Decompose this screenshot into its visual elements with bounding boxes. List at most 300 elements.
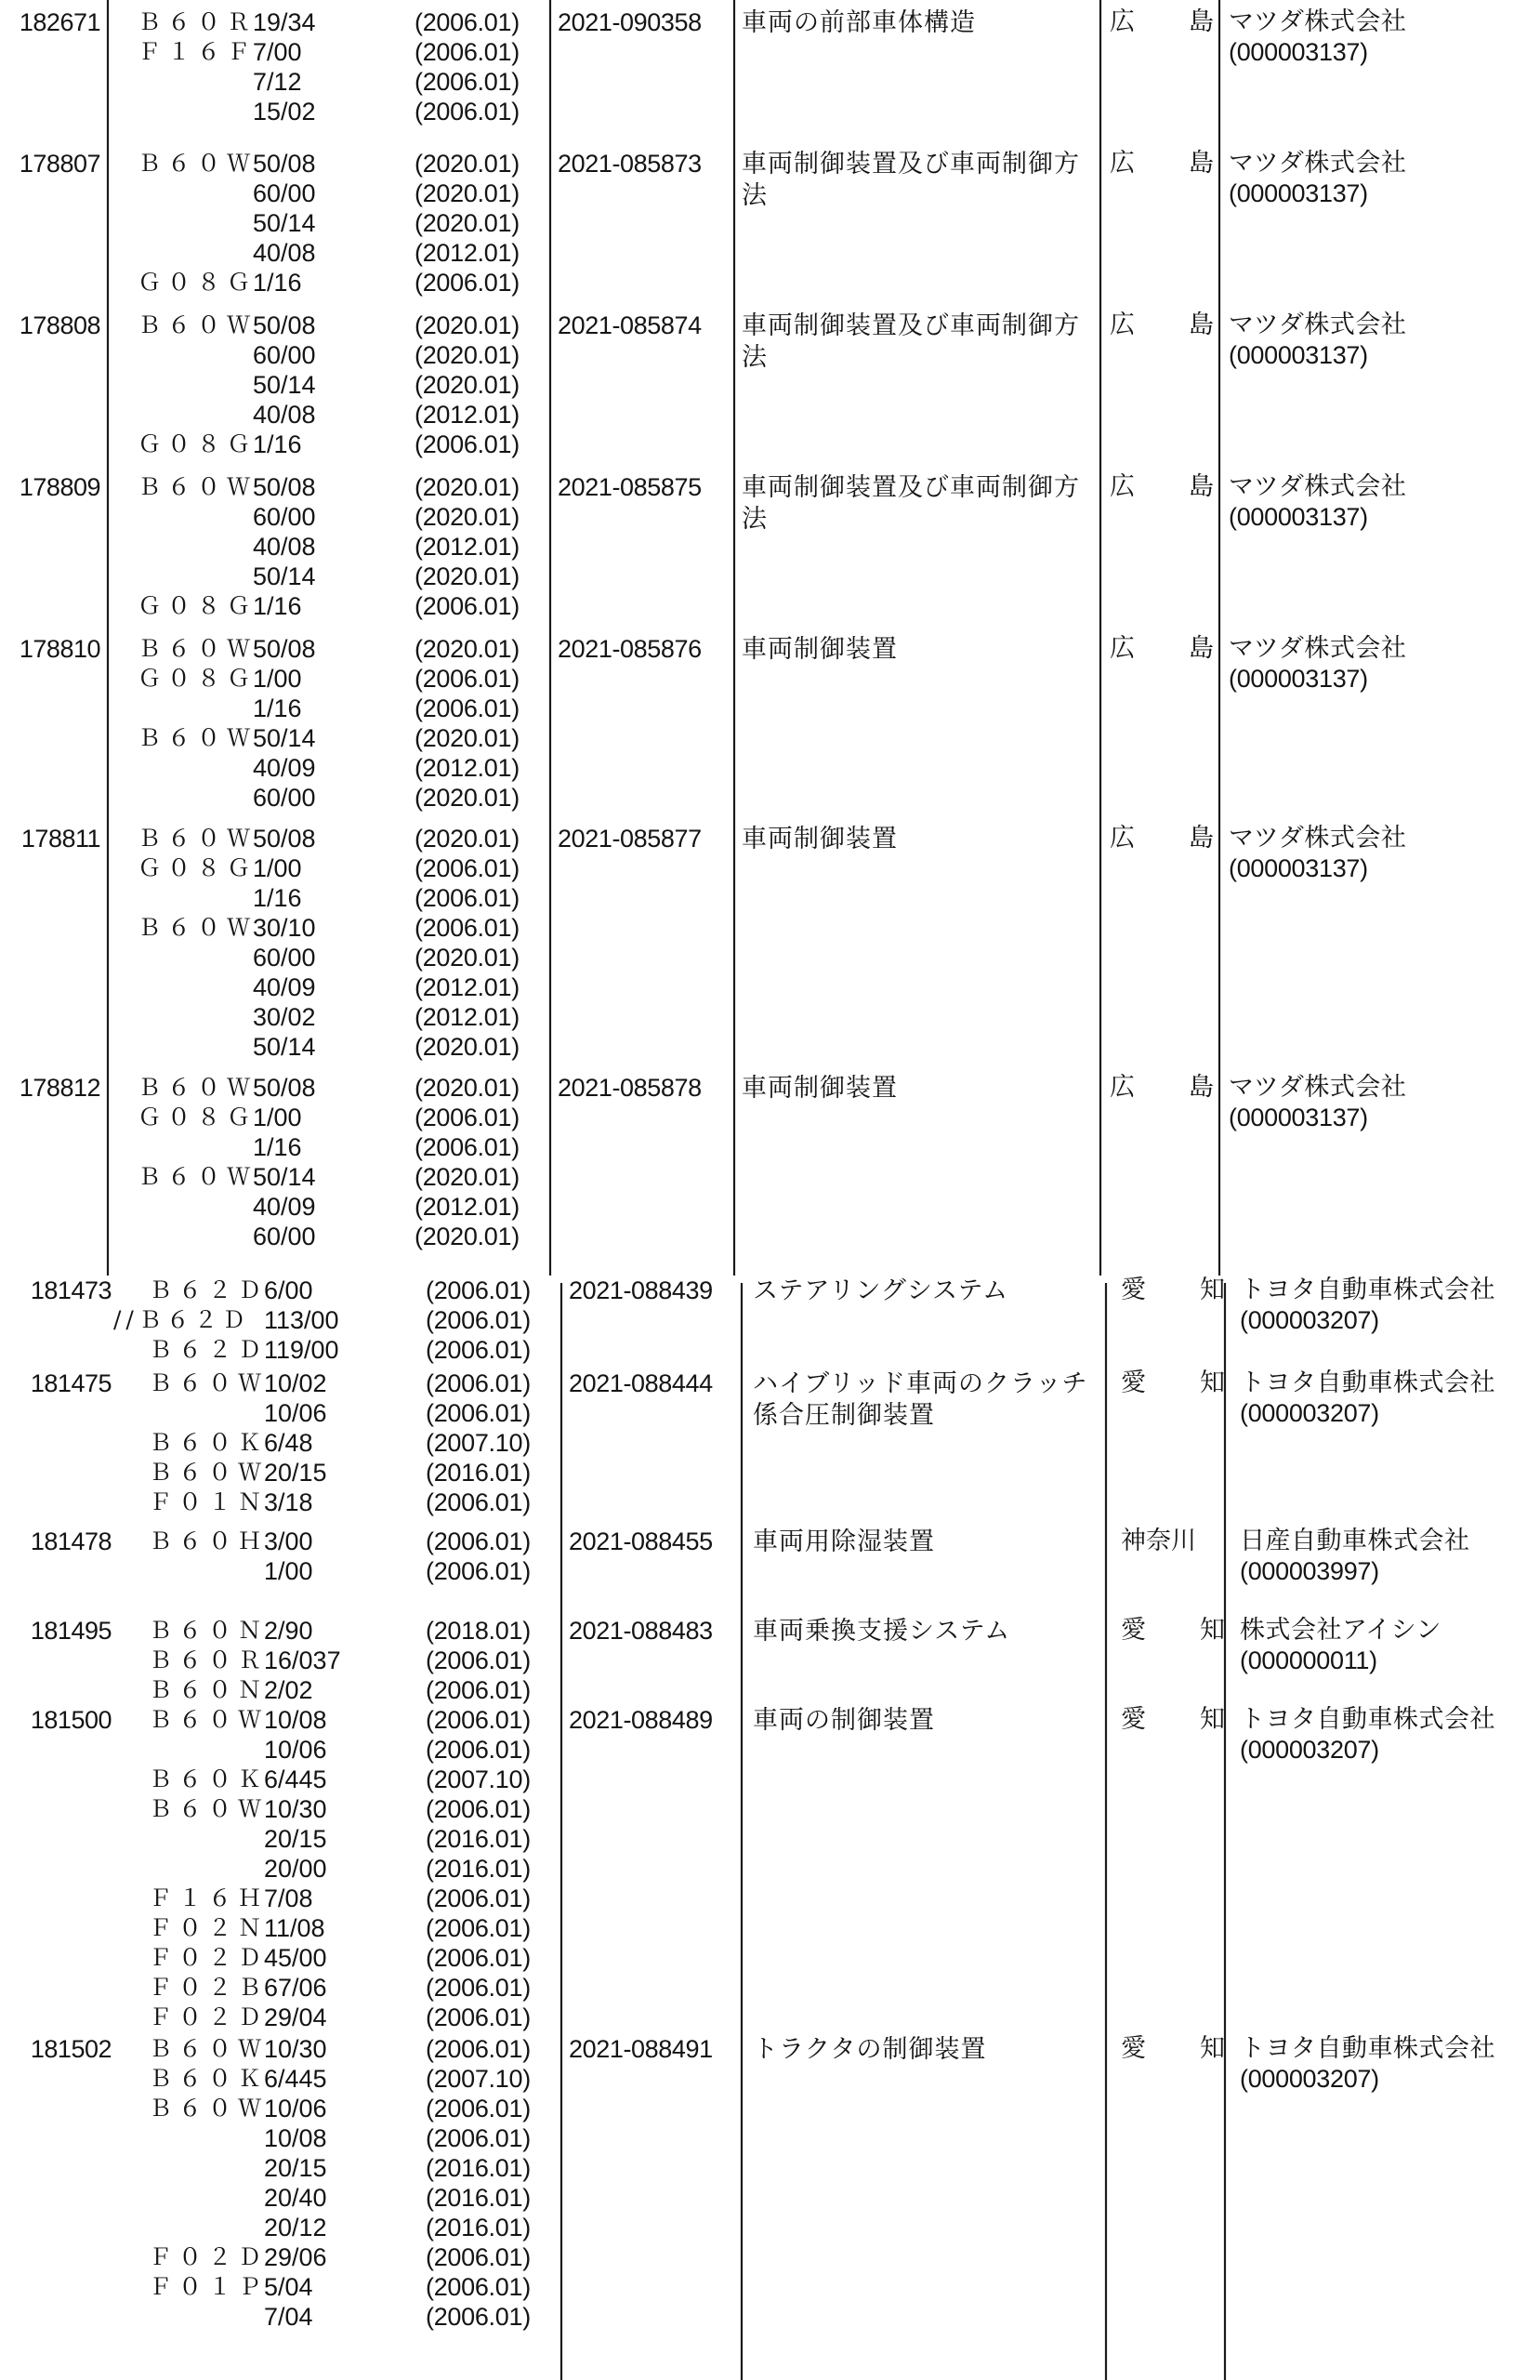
classification-row — [119, 1276, 565, 1305]
entry-number: 178809 — [19, 473, 100, 501]
classification-row — [108, 400, 554, 430]
ipc-subclass: Ｂ６０Ｗ — [138, 311, 257, 338]
publication-number: 2021-088444 — [569, 1369, 713, 1397]
publication-number: 2021-085877 — [558, 825, 702, 853]
ipc-version: (2020.01) — [415, 1074, 520, 1102]
applicant — [1229, 824, 1540, 883]
classification-row — [108, 370, 554, 400]
applicant — [1240, 1368, 1540, 1428]
ipc-version: (2006.01) — [415, 68, 520, 96]
ipc-version: (2012.01) — [415, 973, 520, 1001]
applicant — [1229, 311, 1540, 370]
classification-row — [119, 1735, 565, 1765]
ipc-subclass: Ｆ１６Ｈ — [149, 1884, 269, 1911]
ipc-group: 1/16 — [253, 1133, 302, 1161]
classification-codes — [108, 7, 554, 126]
publication-number: 2021-085876 — [558, 635, 702, 663]
ipc-group: 19/34 — [253, 8, 316, 36]
ipc-version: (2020.01) — [415, 179, 520, 207]
ipc-subclass: Ｂ６０Ｒ — [149, 1646, 269, 1673]
ipc-group: 10/30 — [264, 1795, 327, 1823]
ipc-group: 30/10 — [253, 914, 316, 942]
ipc-group: 6/00 — [264, 1276, 313, 1304]
classification-row — [108, 311, 554, 340]
ipc-subclass: Ｂ６０Ｗ — [138, 825, 257, 852]
ipc-subclass: Ｂ６０Ｈ — [149, 1527, 269, 1554]
classification-row — [119, 2003, 565, 2032]
ipc-group: 50/14 — [253, 209, 316, 237]
ipc-group: 16/037 — [264, 1646, 341, 1674]
invention-title: 車両制御装置及び車両制御方法 — [742, 311, 1080, 372]
applicant-code: (000003137) — [1229, 341, 1368, 369]
ipc-group: 60/00 — [253, 784, 316, 812]
ipc-version: (2006.01) — [426, 1306, 531, 1334]
ipc-version: (2016.01) — [426, 2154, 531, 2182]
ipc-subclass: Ｂ６０Ｗ — [138, 635, 257, 662]
entry-number: 181500 — [30, 1706, 112, 1734]
ipc-group: 50/08 — [253, 473, 316, 501]
classification-row — [119, 1428, 565, 1458]
applicant-name: マツダ株式会社 — [1229, 472, 1407, 501]
ipc-subclass: Ｂ６０Ｗ — [138, 473, 257, 500]
classification-row — [108, 1222, 554, 1251]
prefecture: 広島 — [1110, 824, 1214, 853]
ipc-subclass: Ｂ６２Ｄ — [149, 1336, 269, 1363]
ipc-subclass: Ｇ０８Ｇ — [138, 592, 257, 619]
ipc-group: 1/00 — [253, 1104, 302, 1131]
ipc-version: (2006.01) — [426, 1676, 531, 1704]
ipc-group: 40/09 — [253, 973, 316, 1001]
ipc-group: 6/445 — [264, 2065, 327, 2093]
ipc-version: (2006.01) — [415, 694, 520, 722]
classification-row — [108, 783, 554, 813]
ipc-version: (2006.01) — [426, 1369, 531, 1397]
applicant-code: (000003137) — [1229, 503, 1368, 531]
classification-row — [119, 1616, 565, 1646]
classification-row — [108, 591, 554, 621]
classification-row — [119, 1765, 565, 1794]
ipc-version: (2006.01) — [426, 2035, 531, 2063]
ipc-version: (2020.01) — [415, 311, 520, 339]
applicant-code: (000003207) — [1240, 1306, 1379, 1334]
ipc-subclass: Ｂ６０Ｎ — [149, 1617, 269, 1644]
invention-title: 車両制御装置 — [742, 635, 898, 664]
applicant-name: トヨタ自動車株式会社 — [1240, 1705, 1495, 1734]
ipc-version: (2020.01) — [415, 1033, 520, 1061]
ipc-group: 20/15 — [264, 1825, 327, 1853]
ipc-group: 15/02 — [253, 98, 316, 126]
ipc-group: 1/16 — [253, 694, 302, 722]
ipc-subclass: Ｂ６０Ｗ — [138, 914, 257, 941]
classification-row — [108, 913, 554, 943]
publication-number: 2021-085878 — [558, 1074, 702, 1102]
ipc-group: 119/00 — [264, 1336, 339, 1364]
classification-codes — [119, 1705, 565, 2032]
ipc-version: (2020.01) — [415, 209, 520, 237]
entry-number: 178807 — [19, 150, 100, 178]
ipc-version: (2006.01) — [426, 1914, 531, 1942]
classification-codes — [119, 1616, 565, 1705]
classification-codes — [108, 149, 554, 298]
ipc-subclass: Ｆ０１Ｎ — [149, 1488, 269, 1515]
classification-row — [108, 1162, 554, 1192]
invention-title: 車両制御装置 — [742, 1074, 898, 1103]
applicant — [1240, 1616, 1540, 1675]
ipc-group: 40/08 — [253, 401, 316, 429]
ipc-group: 10/06 — [264, 1736, 327, 1764]
ipc-subclass: Ｂ６２Ｄ — [149, 1276, 269, 1303]
ipc-group: 1/00 — [253, 665, 302, 693]
ipc-subclass: Ｆ０２Ｂ — [149, 1974, 269, 2001]
ipc-group: 50/08 — [253, 825, 316, 853]
classification-codes — [108, 311, 554, 459]
ipc-version: (2006.01) — [426, 2003, 531, 2031]
classification-row — [119, 2213, 565, 2242]
classification-row — [119, 1335, 565, 1365]
ipc-group: 60/00 — [253, 503, 316, 531]
ipc-group: 50/08 — [253, 150, 316, 178]
classification-row — [119, 1556, 565, 1586]
ipc-version: (2007.10) — [426, 1429, 531, 1457]
classification-row — [108, 753, 554, 783]
ipc-group: 1/16 — [253, 884, 302, 912]
classification-row — [108, 268, 554, 298]
applicant-name: トヨタ自動車株式会社 — [1240, 1368, 1495, 1397]
applicant-code: (000003137) — [1229, 1104, 1368, 1131]
classification-row — [119, 1368, 565, 1398]
ipc-group: 20/00 — [264, 1855, 327, 1883]
ipc-group: 7/12 — [253, 68, 302, 96]
classification-row — [119, 2183, 565, 2213]
ipc-group: 60/00 — [253, 1223, 316, 1250]
applicant — [1229, 472, 1540, 532]
applicant-name: マツダ株式会社 — [1229, 824, 1407, 853]
classification-row — [119, 1913, 565, 1943]
ipc-group: 10/08 — [264, 1706, 327, 1734]
ipc-version: (2006.01) — [426, 1336, 531, 1364]
publication-number: 2021-088483 — [569, 1617, 713, 1645]
applicant — [1229, 634, 1540, 694]
ipc-group: 20/15 — [264, 1459, 327, 1487]
ipc-version: (2006.01) — [426, 2243, 531, 2271]
entry-number: 181475 — [30, 1369, 112, 1397]
applicant-code: (000003137) — [1229, 854, 1368, 882]
ipc-version: (2020.01) — [415, 150, 520, 178]
ipc-group: 1/00 — [253, 854, 302, 882]
ipc-version: (2006.01) — [415, 884, 520, 912]
classification-row — [108, 824, 554, 853]
ipc-group: 10/30 — [264, 2035, 327, 2063]
ipc-version: (2006.01) — [415, 914, 520, 942]
classification-row — [119, 1794, 565, 1824]
ipc-version: (2020.01) — [415, 473, 520, 501]
ipc-version: (2020.01) — [415, 1223, 520, 1250]
ipc-version: (2006.01) — [426, 1944, 531, 1972]
ipc-subclass: Ｆ０２Ｄ — [149, 2003, 269, 2030]
classification-row — [108, 723, 554, 753]
ipc-group: 40/08 — [253, 533, 316, 561]
ipc-group: 5/04 — [264, 2273, 313, 2301]
ipc-version: (2006.01) — [426, 1399, 531, 1427]
classification-row — [108, 1132, 554, 1162]
ipc-version: (2006.01) — [426, 2095, 531, 2122]
classification-row — [108, 883, 554, 913]
prefecture: 愛知 — [1121, 1368, 1225, 1397]
classification-row — [108, 472, 554, 502]
ipc-version: (2006.01) — [415, 854, 520, 882]
ipc-group: 20/40 — [264, 2184, 327, 2212]
ipc-version: (2006.01) — [426, 1736, 531, 1764]
entry-number: 181478 — [30, 1527, 112, 1555]
ipc-subclass: Ｂ６０Ｗ — [149, 2035, 269, 2062]
entry-number: 178812 — [19, 1074, 100, 1102]
entry-number: 178811 — [20, 825, 100, 853]
ipc-group: 1/16 — [253, 592, 302, 620]
ipc-version: (2006.01) — [426, 1884, 531, 1912]
classification-codes — [108, 634, 554, 813]
publication-number: 2021-085875 — [558, 473, 702, 501]
ipc-subclass: Ｆ０２Ｎ — [149, 1914, 269, 1941]
prefecture: 広島 — [1110, 7, 1214, 36]
ipc-group: 20/12 — [264, 2214, 327, 2241]
applicant — [1229, 1073, 1540, 1132]
ipc-version: (2020.01) — [415, 562, 520, 590]
ipc-subclass: Ｇ０８Ｇ — [138, 430, 257, 457]
applicant — [1240, 1527, 1540, 1586]
classification-row — [108, 853, 554, 883]
invention-title: 車両の制御装置 — [753, 1706, 935, 1735]
classification-row — [119, 1488, 565, 1517]
applicant-code: (000003137) — [1229, 179, 1368, 207]
ipc-group: 29/06 — [264, 2243, 327, 2271]
classification-row — [108, 97, 554, 126]
classification-row — [108, 178, 554, 208]
ipc-version: (2006.01) — [426, 1795, 531, 1823]
prefecture: 広島 — [1110, 149, 1214, 178]
classification-codes — [108, 472, 554, 621]
ipc-group: 40/09 — [253, 1193, 316, 1221]
classification-row — [108, 238, 554, 268]
classification-row — [119, 2302, 565, 2332]
prefecture: 広島 — [1110, 472, 1214, 501]
ipc-group: 2/90 — [264, 1617, 313, 1645]
ipc-subclass: Ｂ６０Ｒ — [138, 8, 257, 35]
applicant-name: トヨタ自動車株式会社 — [1240, 1276, 1495, 1304]
ipc-subclass: Ｆ０２Ｄ — [149, 2243, 269, 2270]
ipc-group: 2/02 — [264, 1676, 313, 1704]
ipc-version: (2020.01) — [415, 503, 520, 531]
ipc-group: 7/08 — [264, 1884, 313, 1912]
classification-row — [119, 2123, 565, 2153]
ipc-group: 45/00 — [264, 1944, 327, 1972]
applicant-code: (000003207) — [1240, 2065, 1379, 2093]
classification-row — [119, 1527, 565, 1556]
invention-title: ステアリングシステム — [753, 1276, 1009, 1305]
prefecture: 神奈川 — [1121, 1527, 1196, 1555]
applicant-name: 株式会社アイシン — [1240, 1616, 1441, 1645]
ipc-subclass: //Ｂ６２Ｄ — [113, 1306, 250, 1333]
entry-number: 181495 — [30, 1617, 112, 1645]
ipc-version: (2006.01) — [426, 1706, 531, 1734]
ipc-version: (2020.01) — [415, 341, 520, 369]
ipc-subclass: Ｂ６０Ｋ — [149, 2065, 269, 2092]
ipc-group: 1/16 — [253, 269, 302, 297]
classification-row — [119, 1705, 565, 1735]
ipc-version: (2020.01) — [415, 944, 520, 972]
ipc-version: (2012.01) — [415, 401, 520, 429]
ipc-version: (2006.01) — [426, 1527, 531, 1555]
ipc-version: (2020.01) — [415, 1163, 520, 1191]
ipc-subclass: Ｂ６０Ｗ — [138, 724, 257, 751]
classification-codes — [119, 1368, 565, 1517]
ipc-subclass: Ｇ０８Ｇ — [138, 665, 257, 692]
classification-row — [119, 1943, 565, 1973]
classification-row — [119, 2153, 565, 2183]
ipc-subclass: Ｂ６０Ｎ — [149, 1676, 269, 1703]
classification-row — [108, 340, 554, 370]
ipc-group: 10/06 — [264, 1399, 327, 1427]
ipc-group: 1/16 — [253, 430, 302, 458]
ipc-group: 50/08 — [253, 1074, 316, 1102]
applicant — [1240, 2034, 1540, 2094]
applicant-name: マツダ株式会社 — [1229, 7, 1407, 36]
applicant — [1240, 1705, 1540, 1765]
applicant-name: トヨタ自動車株式会社 — [1240, 2034, 1495, 2063]
classification-row — [108, 972, 554, 1002]
ipc-group: 50/14 — [253, 724, 316, 752]
classification-row — [119, 2034, 565, 2064]
ipc-version: (2006.01) — [426, 1557, 531, 1585]
applicant-name: マツダ株式会社 — [1229, 311, 1407, 339]
ipc-version: (2020.01) — [415, 724, 520, 752]
ipc-subclass: Ｇ０８Ｇ — [138, 854, 257, 881]
classification-row — [108, 208, 554, 238]
applicant-code: (000003137) — [1229, 38, 1368, 66]
ipc-group: 50/14 — [253, 562, 316, 590]
ipc-version: (2016.01) — [426, 2214, 531, 2241]
ipc-group: 6/48 — [264, 1429, 313, 1457]
invention-title: 車両制御装置 — [742, 825, 898, 853]
classification-codes — [108, 824, 554, 1062]
classification-row — [119, 2242, 565, 2272]
publication-number: 2021-088491 — [569, 2035, 713, 2063]
classification-row — [108, 694, 554, 723]
ipc-group: 60/00 — [253, 944, 316, 972]
ipc-group: 60/00 — [253, 341, 316, 369]
classification-codes — [119, 1527, 565, 1586]
applicant-code: (000000011) — [1240, 1646, 1377, 1674]
classification-row — [119, 2064, 565, 2094]
ipc-group: 29/04 — [264, 2003, 327, 2031]
publication-number: 2021-085873 — [558, 150, 702, 178]
ipc-subclass: Ｂ６０Ｋ — [149, 1765, 269, 1792]
entry-number: 182671 — [19, 8, 100, 36]
applicant-code: (000003207) — [1240, 1399, 1379, 1427]
classification-codes — [119, 2034, 565, 2332]
ipc-subclass: Ｇ０８Ｇ — [138, 1104, 257, 1130]
invention-title: 車両の前部車体構造 — [742, 8, 976, 37]
invention-title: ハイブリッド車両のクラッチ係合圧制御装置 — [753, 1369, 1088, 1430]
ipc-group: 50/14 — [253, 371, 316, 399]
classification-row — [108, 149, 554, 178]
ipc-version: (2006.01) — [415, 1133, 520, 1161]
ipc-group: 60/00 — [253, 179, 316, 207]
ipc-group: 50/08 — [253, 311, 316, 339]
ipc-subclass: Ｆ１６Ｆ — [138, 38, 257, 65]
classification-row — [108, 1032, 554, 1062]
ipc-version: (2020.01) — [415, 784, 520, 812]
ipc-group: 10/08 — [264, 2124, 327, 2152]
classification-row — [108, 37, 554, 67]
ipc-group: 50/08 — [253, 635, 316, 663]
ipc-subclass: Ｆ０１Ｐ — [149, 2273, 269, 2300]
ipc-subclass: Ｂ６０Ｗ — [149, 1706, 269, 1733]
ipc-version: (2006.01) — [426, 2303, 531, 2331]
ipc-group: 113/00 — [264, 1306, 339, 1334]
classification-row — [119, 1398, 565, 1428]
invention-title: 車両乗換支援システム — [753, 1617, 1011, 1646]
invention-title: 車両制御装置及び車両制御方法 — [742, 150, 1080, 210]
prefecture: 広島 — [1110, 1073, 1214, 1102]
ipc-version: (2006.01) — [415, 665, 520, 693]
ipc-group: 7/00 — [253, 38, 302, 66]
entry-number: 181473 — [30, 1276, 112, 1304]
ipc-version: (2006.01) — [426, 1974, 531, 2002]
classification-row — [108, 1073, 554, 1103]
applicant — [1229, 149, 1540, 208]
classification-row — [119, 1824, 565, 1854]
ipc-version: (2006.01) — [426, 1276, 531, 1304]
classification-row — [108, 664, 554, 694]
prefecture: 愛知 — [1121, 1276, 1225, 1304]
classification-codes — [113, 1276, 565, 1365]
ipc-group: 50/14 — [253, 1163, 316, 1191]
prefecture: 愛知 — [1121, 1616, 1225, 1645]
ipc-version: (2006.01) — [426, 1646, 531, 1674]
ipc-version: (2007.10) — [426, 1765, 531, 1793]
entry-number: 181502 — [30, 2035, 112, 2063]
ipc-version: (2006.01) — [415, 1104, 520, 1131]
ipc-version: (2016.01) — [426, 1459, 531, 1487]
ipc-group: 3/18 — [264, 1488, 313, 1516]
ipc-version: (2020.01) — [415, 635, 520, 663]
publication-number: 2021-085874 — [558, 311, 702, 339]
ipc-version: (2007.10) — [426, 2065, 531, 2093]
ipc-version: (2006.01) — [426, 1488, 531, 1516]
ipc-subclass: Ｂ６０Ｗ — [138, 150, 257, 177]
classification-row — [108, 7, 554, 37]
classification-row — [119, 2094, 565, 2123]
ipc-version: (2006.01) — [426, 2124, 531, 2152]
publication-number: 2021-090358 — [558, 8, 702, 36]
classification-row — [108, 67, 554, 97]
ipc-version: (2012.01) — [415, 239, 520, 267]
ipc-version: (2006.01) — [415, 430, 520, 458]
ipc-group: 67/06 — [264, 1974, 327, 2002]
classification-row — [119, 1458, 565, 1488]
ipc-subclass: Ｂ６０Ｋ — [149, 1429, 269, 1456]
ipc-version: (2012.01) — [415, 754, 520, 782]
classification-row — [119, 1675, 565, 1705]
applicant — [1229, 7, 1540, 67]
ipc-subclass: Ｆ０２Ｄ — [149, 1944, 269, 1971]
prefecture: 愛知 — [1121, 1705, 1225, 1734]
ipc-version: (2020.01) — [415, 825, 520, 853]
ipc-group: 11/08 — [264, 1914, 325, 1942]
applicant-name: マツダ株式会社 — [1229, 1073, 1407, 1102]
ipc-group: 20/15 — [264, 2154, 327, 2182]
ipc-subclass: Ｂ６０Ｗ — [149, 1459, 269, 1486]
